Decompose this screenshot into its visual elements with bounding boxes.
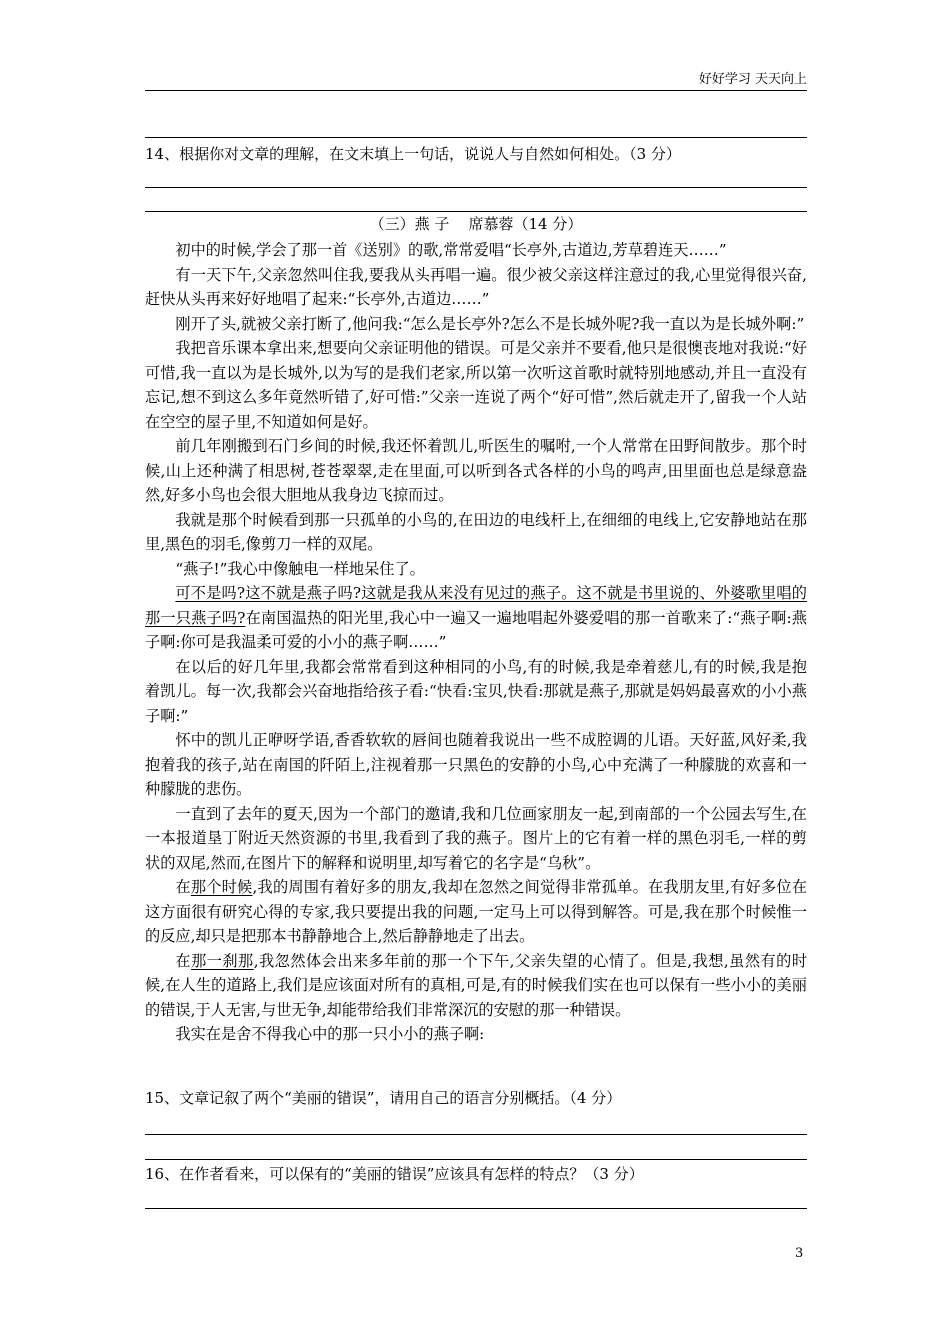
answer-line (145, 1134, 807, 1135)
page-header (145, 62, 807, 91)
paragraph-text: ,我的周围有着好多的朋友,我却在忽然之间觉得非常孤单。在我朋友里,有好多位在这方面很有研究心得的专家,我只要提出我的问题,一定马上可以得到解答。可是,我在那个时候惟一的反应,却只是把那本书静静地合上,然后静静地走了出去。 (145, 878, 808, 945)
article-body (145, 238, 807, 1047)
question-15: 15、文章记叙了两个“美丽的错误”，请用自己的语言分别概括。（4 分） (145, 1089, 622, 1107)
paragraph: 刚开了头,就被父亲打断了,他问我:“怎么是长亭外?怎么不是长城外呢?我一直以为是长城外啊:” (175, 314, 805, 333)
paragraph-text: ,我忽然体会出来多年前的那一个下午,父亲失望的心情了。但是,我想,虽然有的时候,在人生的道路上,我们是应该面对所有的真相,可是,有的时候我们实在也可以保有一些小小的美丽的错误,于人无害,与世无争,却能带给我们非常深沉的安慰的那一种错误。 (145, 951, 808, 1019)
question-16: 16、在作者看来，可以保有的“美丽的错误”应该具有怎样的特点？（3 分） (145, 1165, 644, 1183)
paragraph: 我实在是舍不得我心中的那一只小小的燕子啊: (175, 1025, 485, 1043)
paragraph (145, 875, 807, 949)
paragraph: 怀中的凯儿正咿呀学语,香香软软的唇间也随着我说出一些不成腔调的儿语。天好蓝,风好柔,我抱着我的孩子,站在南国的阡陌上,注视着那一只黑色的安静的小鸟,心中充满了一种朦胧的欢喜和一种朦胧的悲伤。 (145, 731, 807, 798)
paragraph: 我把音乐课本拿出来,想要向父亲证明他的错误。可是父亲并不要看,他只是很懊丧地对我说:“好可惜,我一直以为是长城外,以为写的是我们老家,所以第一次听这首歌时就特别地感动,并且一直没有忘记,想不到这么多年竟然听错了,好可惜:”父亲一连说了两个“好可惜”,然后就走开了,留我一个人站在空空的屋子里,不知道如何是好。 (145, 339, 807, 431)
answer-line (145, 1159, 807, 1160)
underlined-phrase: 那一刹那 (191, 951, 254, 970)
paragraph: 在以后的好几年里,我都会常常看到这种相同的小鸟,有的时候,我是牵着慈儿,有的时候,我是抱着凯儿。每一次,我都会兴奋地指给孩子看:“快看:宝贝,快看:那就是燕子,那就是妈妈最喜欢的小小燕子啊:” (145, 657, 807, 725)
paragraph: 我就是那个时候看到那一只孤单的小鸟的,在田边的电线杆上,在细细的电线上,它安静地站在那里,黑色的羽毛,像剪刀一样的双尾。 (145, 510, 807, 553)
paragraph: “燕子!”我心中像触电一样地呆住了。 (175, 559, 425, 578)
paragraph-text: 在 (175, 878, 191, 896)
paragraph: 初中的时候,学会了那一首《送别》的歌,常常爱唱“长亭外,古道边,芳草碧连天……” (175, 241, 727, 259)
page-number: 3 (795, 1246, 804, 1261)
question-14: 14、根据你对文章的理解，在文末填上一句话，说说人与自然如何相处。（3 分） (145, 145, 681, 163)
paragraph (145, 949, 807, 1023)
paragraph: 有一天下午,父亲忽然叫住我,要我从头再唱一遍。很少被父亲这样注意过的我,心里觉得很兴奋,赶快从头再来好好地唱了起来:“长亭外,古道边……” (145, 265, 807, 308)
answer-line (145, 137, 807, 138)
paragraph (145, 581, 807, 655)
answer-line (145, 211, 807, 212)
header-motto: 好好学习 天天向上 (698, 72, 807, 87)
section-title: （三）燕 子 席慕蓉（14 分） (369, 215, 583, 233)
answer-line (145, 1208, 807, 1209)
underlined-phrase: 那个时候 (190, 878, 253, 896)
underlined-sentence: 可不是吗?这不就是燕子吗?这就是我从来没有见过的燕子。这不就是书里说的、外婆歌里唱的那一只燕子吗? (145, 584, 807, 627)
paragraph: 一直到了去年的夏天,因为一个部门的邀请,我和几位画家朋友一起,到南部的一个公园去写生,在一本报道垦丁附近天然资源的书里,我看到了我的燕子。图片上的它有着一样的黑色羽毛,一样的剪状的双尾,然而,在图片下的解释和说明里,却写着它的名字是“乌秋”。 (145, 804, 807, 872)
answer-line (145, 187, 807, 188)
paragraph: 前几年刚搬到石门乡间的时候,我还怀着凯儿,听医生的嘱咐,一个人常常在田野间散步。那个时候,山上还种满了相思树,苍苍翠翠,走在里面,可以听到各式各样的小鸟的鸣声,田里面也总是绿意盎然,好多小鸟也会很大胆地从我身边飞掠而过。 (145, 437, 807, 504)
paragraph-text: 在南国温热的阳光里,我心中一遍又一遍地唱起外婆爱唱的那一首歌来了:“燕子啊:燕子啊:你可是我温柔可爱的小小的燕子啊……” (145, 608, 807, 651)
paragraph-text: 在 (175, 951, 192, 970)
